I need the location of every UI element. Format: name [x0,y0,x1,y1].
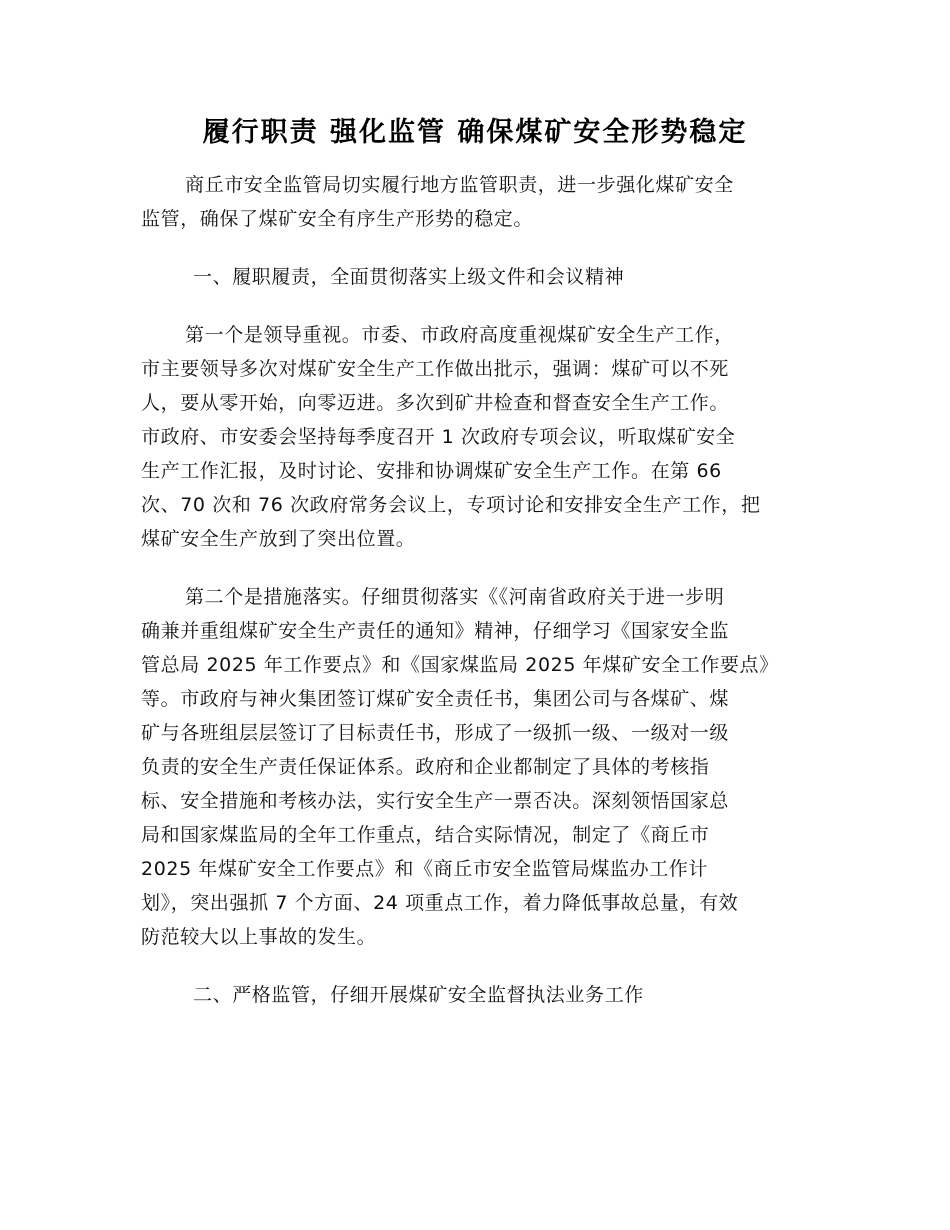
paragraph-line: 矿与各班组层层签订了目标责任书，形成了一级抓一级、一级对一级 [141,722,730,744]
paragraph-line: 第一个是领导重视。市委、市政府高度重视煤矿安全生产工作， [185,324,734,346]
paragraph-line: 市主要领导多次对煤矿安全生产工作做出批示，强调：煤矿可以不死 [141,358,730,380]
paragraph-line: 第二个是措施落实。仔细贯彻落实《《河南省政府关于进一步明 [185,586,725,608]
document-title: 履行职责 强化监管 确保煤矿安全形势稳定 [202,117,748,148]
paragraph-line: 生产工作汇报，及时讨论、安排和协调煤矿安全生产工作。在第 66 [141,460,722,482]
section-heading: 一、履职履责，全面贯彻落实上级文件和会议精神 [193,266,625,288]
paragraph-line: 商丘市安全监管局切实履行地方监管职责，进一步强化煤矿安全 [185,174,734,196]
paragraph-line: 防范较大以上事故的发生。 [141,926,377,948]
paragraph-line: 次、70 次和 76 次政府常务会议上，专项讨论和安排安全生产工作，把 [141,494,761,516]
paragraph-line: 等。市政府与神火集团签订煤矿安全责任书，集团公司与各煤矿、煤 [141,688,730,710]
paragraph-line: 局和国家煤监局的全年工作重点，结合实际情况，制定了《商丘市 [141,824,710,846]
section-heading: 二、严格监管，仔细开展煤矿安全监督执法业务工作 [193,984,644,1006]
paragraph-line: 管总局 2025 年工作要点》和《国家煤监局 2025 年煤矿安全工作要点》 [141,654,779,676]
paragraph-line: 标、安全措施和考核办法，实行安全生产一票否决。深刻领悟国家总 [141,790,730,812]
paragraph-gap [141,294,821,318]
paragraph-line: 煤矿安全生产放到了突出位置。 [141,528,416,550]
paragraph-gap [141,954,821,978]
paragraph-line: 确兼并重组煤矿安全生产责任的通知》精神，仔细学习《国家安全监 [141,620,730,642]
document-body [141,168,821,1012]
paragraph-line: 监管，确保了煤矿安全有序生产形势的稳定。 [141,208,534,230]
paragraph-line: 人，要从零开始，向零迈进。多次到矿井检查和督查安全生产工作。 [141,392,730,414]
paragraph-line: 市政府、市安委会坚持每季度召开 1 次政府专项会议，听取煤矿安全 [141,426,736,448]
paragraph-gap [141,236,821,260]
paragraph-gap [141,556,821,580]
paragraph-line: 负责的安全生产责任保证体系。政府和企业都制定了具体的考核指 [141,756,710,778]
paragraph-line: 2025 年煤矿安全工作要点》和《商丘市安全监管局煤监办工作计 [141,858,708,880]
paragraph-line: 划》，突出强抓 7 个方面、24 项重点工作，着力降低事故总量，有效 [141,892,739,914]
